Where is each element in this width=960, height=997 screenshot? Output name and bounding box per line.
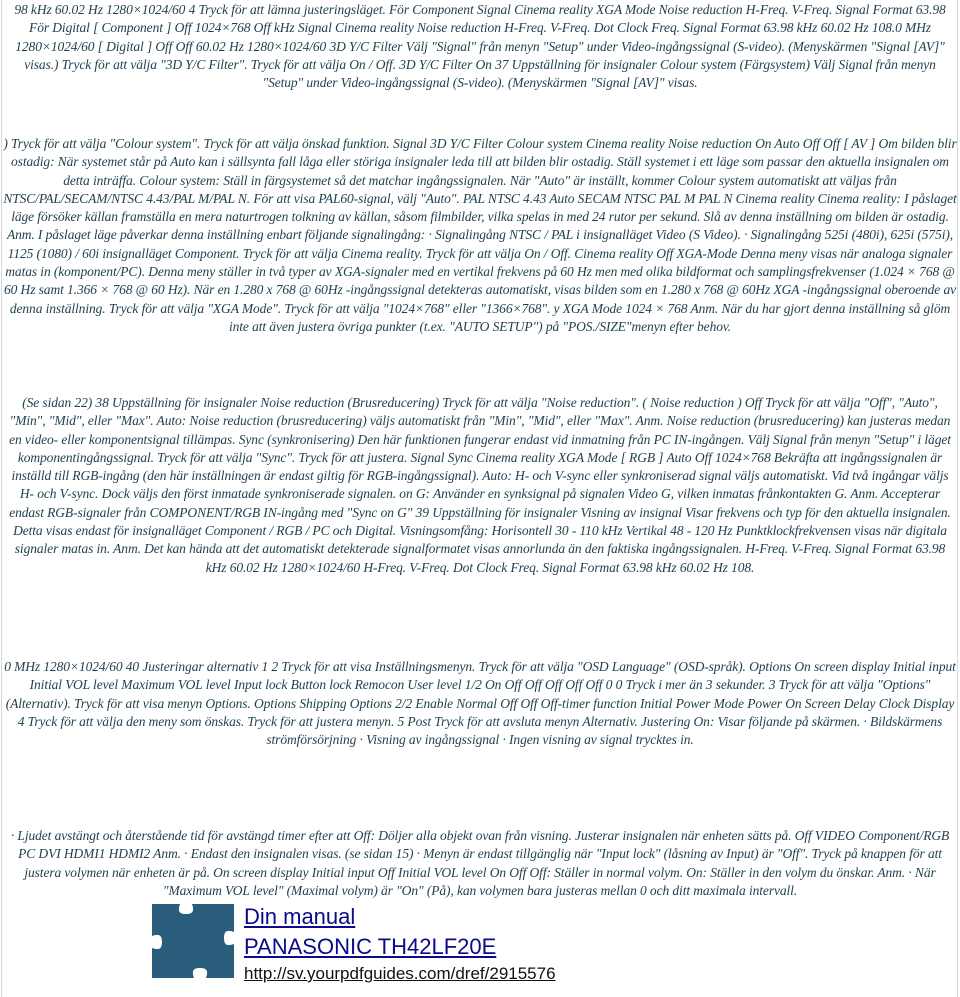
source-url-link[interactable]: http://sv.yourpdfguides.com/dref/2915576 [244,964,556,983]
paragraph-2: ) Tryck för att välja "Colour system". Tryck för att välja önskad funktion. Signal 3D Y/C Filter Colour system Cinema reality Noise reduction On Auto Off Off [ AV ] Om bilden blir ostadig: När systemet står på Auto kan i sällsynta fall låga eller störiga insignaler leda till att bilden blir ostadig. Ställ systemet i ett läge som passar den aktuella insignalen om detta inträffa. Colour system: Ställ in färgsystemet så det matchar ingångssignalen. När "Auto" är inställt, kommer Colour system automatiskt att väljas från NTSC/PAL/SECAM/NTSC 4.43/PAL M/PAL N. För att visa PAL60-signal, välj "Auto". PAL NTSC 4.43 Auto SECAM NTSC PAL M PAL N Cinema reality Cinema reality: I påslaget läge försöker källan framställa en mera naturtrogen tolkning av källan, såsom filmbilder, vilka spelas in med 24 rutor per sekund. Slå av denna inställning om bilden är ostadig. Anm. I påslaget läge påverkar denna inställning enbart följande signalingång: · Signalingång NTSC / PAL i insignalläget Video (S Video). · Signalingång 525i (480i), 625i (575i), 1125 (1080) / 60i insignalläget Component. Tryck för att välja Cinema reality. Tryck för att välja On / Off. Cinema reality Off XGA-Mode Denna meny visas när analoga signaler matas in (komponent/PC). Denna meny ställer in två typer av XGA-signaler med en vertikal frekvens på 60 Hz men med olika bildformat och samplingsfrekvenser (1.024 × 768 @ 60 Hz samt 1.366 × 768 @ 60 Hz). När en 1.280 x 768 @ 60Hz -ingångssignal detekteras automatiskt, visas bilden som en 1.280 x 768 @ 60Hz XGA -ingångssignal oberoende av denna inställning. Tryck för att välja "XGA Mode". Tryck för att välja "1024×768" eller "1366×768". y XGA Mode 1024 × 768 Anm. När du har gjort denna inställning så glöm inte att även justera övriga punkter (t.ex. "AUTO SETUP") på "POS./SIZE"menyn efter behov. [3,136,957,334]
page-border-left [1,0,2,997]
paragraph-5: · Ljudet avstängt och återstående tid för avstängd timer efter att Off: Döljer alla objekt ovan från visning. Justerar insignalen när enheten sätts på. Off VIDEO Component/RGB PC DVI HDMI1 HDMI2 Anm. · Endast den insignalen visas. (se sidan 15) · Menyn är endast tillgänglig när "Input lock" (låsning av Input) är "Off". Tryck på knappen för att justera volymen när enheten är på. On screen display Initial input Off Initial VOL level On Off Off: Ställer in normal volym. On: Ställer in den volym du önskar. Anm. · När "Maximum VOL level" (Maximal volym) är "On" (På), kan volymen bara justeras mellan 0 och ditt maximala intervall. [10,828,950,898]
paragraph-4: 0 MHz 1280×1024/60 40 Justeringar alternativ 1 2 Tryck för att visa Inställningsmenyn. Tryck för att välja "OSD Language" (OSD-språk). Options On screen display Initial input Initial VOL level Maximum VOL level Input lock Button lock Remocon User level 1/2 On Off Off Off Off Off 0 0 Tryck i mer än 3 sekunder. 3 Tryck för att välja "Options" (Alternativ). Tryck för att visa menyn Options. Options Shipping Options 2/2 Enable Normal Off Off Off-timer function Initial Power Mode Power On Screen Delay Clock Display 4 Tryck för att välja den meny som önskas. Tryck för att justera menyn. 5 Post Tryck för att avsluta menyn Alternativ. Justering On: Visar följande på skärmen. · Bildskärmens strömförsörjning · Visning av ingångssignal · Ingen visning av signal trycktes in. [4,659,956,748]
puzzle-logo-icon [150,902,236,980]
paragraph-3: (Se sidan 22) 38 Uppställning för insignaler Noise reduction (Brusreducering) Tryck för att välja "Noise reduction". ( Noise reduction ) Off Tryck för att välja "Off", "Auto", "Min", "Mid", eller "Max". Auto: Noise reduction (brusreducering) väljs automatiskt från "Min", "Mid", eller "Max". Anm. Noise reduction (brusreducering) kan justeras medan en video- eller komponentsignal tillämpas. Sync (synkronisering) Den här funktionen fungerar endast vid inmatning från PC IN-ingången. Välj Signal från menyn "Setup" i läget komponentingångssignal. Tryck för att välja "Sync". Tryck för att justera. Signal Sync Cinema reality XGA Mode [ RGB ] Auto Off 1024×768 Bekräfta att ingångssignalen är inställd till RGB-ingång (den här inställningen är endast giltig för RGB-ingångssignal). Auto: H- och V-sync eller synkroniserad signal väljs automatiskt. Vid två ingångar väljs H- och V-sync. Dock väljs den först inmatade synkroniserade signalen. on G: Använder en synksignal på signalen Video G, vilken inmatas frånkontakten G. Anm. Accepterar endast RGB-signaler från COMPONENT/RGB IN-ingång med "Sync on G" 39 Uppställning för insignaler Visning av insignal Visar frekvens och typ för den aktuella insignalen. Detta visas endast för insignalläget Component / RGB / PC och Digital. Visningsomfång: Horisontell 30 - 110 kHz Vertikal 48 - 120 Hz Punktklockfrekvensen visas när digitala signaler matas in. Anm. Det kan hända att det automatiskt detekterade signalformatet visas annorlunda än den faktiska ingångssignalen. H-Freq. V-Freq. Signal Format 63.98 kHz 60.02 Hz 1280×1024/60 H-Freq. V-Freq. Dot Clock Freq. Signal Format 63.98 kHz 60.02 Hz 108. [9,395,951,575]
page-border-right [957,0,958,997]
paragraph-1: 98 kHz 60.02 Hz 1280×1024/60 4 Tryck för att lämna justeringsläget. För Component Signal Cinema reality XGA Mode Noise reduction H-Freq. V-Freq. Signal Format 63.98 För Digital [ Component ] Off 1024×768 Off kHz Signal Cinema reality Noise reduction H-Freq. V-Freq. Dot Clock Freq. Signal Format 63.98 kHz 60.02 Hz 108.0 MHz 1280×1024/60 [ Digital ] Off Off 60.02 Hz 1280×1024/60 3D Y/C Filter Välj "Signal" från menyn "Setup" under Video-ingångssignal (S-video). (Menyskärmen "Signal [AV]" visas.) Tryck för att välja "3D Y/C Filter". Tryck för att välja On / Off. 3D Y/C Filter On 37 Uppställning för insignaler Colour system (Färgsystem) Välj Signal från menyn "Setup" under Video-ingångssignal (S-video). (Menyskärmen "Signal [AV]" visas. [14,2,946,91]
product-link[interactable]: PANASONIC TH42LF20E [244,934,497,959]
footer-links [244,903,556,987]
manual-link[interactable]: Din manual [244,904,356,929]
